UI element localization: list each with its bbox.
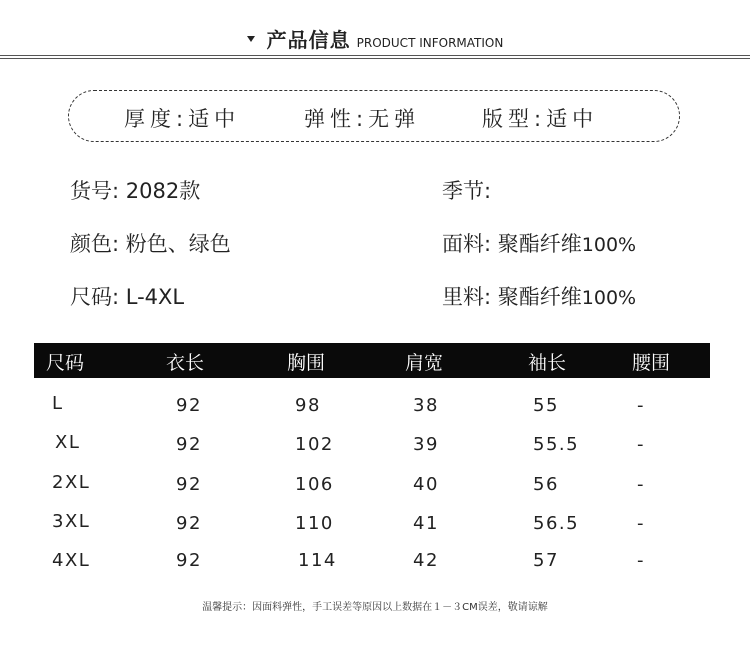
section-title: 产品信息 <box>266 28 351 52</box>
info-item-no <box>70 175 200 205</box>
table-cell: 92 <box>176 550 202 571</box>
table-cell: - <box>637 395 645 416</box>
attribute-value: 适中 <box>546 107 599 131</box>
info-value: 2082款 <box>125 179 201 203</box>
info-value: 粉色、绿色 <box>125 232 231 256</box>
table-cell: 38 <box>413 395 439 416</box>
table-cell: 102 <box>295 434 334 455</box>
table-cell: 41 <box>413 513 439 534</box>
table-cell: - <box>637 513 645 534</box>
header-rule-bottom <box>0 58 750 59</box>
attribute-value: 适中 <box>188 107 241 131</box>
table-header-cell: 衣长 <box>166 352 205 374</box>
attribute-thickness: 厚度:适中 <box>124 107 241 131</box>
attribute-label: 厚度 <box>124 107 176 131</box>
table-cell: 92 <box>176 513 202 534</box>
info-label: 面料: <box>442 232 492 256</box>
table-cell: - <box>637 434 645 455</box>
table-cell: 92 <box>176 474 202 495</box>
table-header-cell: 腰围 <box>632 352 671 374</box>
section-header <box>0 24 750 53</box>
table-cell: 42 <box>413 550 439 571</box>
info-value: L-4XL <box>125 285 185 309</box>
table-cell: L <box>52 393 64 414</box>
footer-note: 温馨提示：因面料弹性，手工误差等原因以上数据在１－３CM误差，敬请谅解 <box>202 602 548 613</box>
table-header-cell: 肩宽 <box>405 352 444 374</box>
table-header-cell: 胸围 <box>287 352 326 374</box>
info-label: 里料: <box>442 285 492 309</box>
table-cell: - <box>637 550 645 571</box>
attribute-value: 无弹 <box>368 107 421 131</box>
info-label: 货号: <box>70 179 120 203</box>
attribute-label: 弹性 <box>304 107 356 131</box>
table-header-cell: 尺码 <box>46 352 85 374</box>
info-label: 尺码: <box>70 285 120 309</box>
table-cell: 2XL <box>52 472 91 493</box>
table-cell: 92 <box>176 434 202 455</box>
table-cell: 56 <box>533 474 559 495</box>
table-cell: 4XL <box>52 550 91 571</box>
table-cell: 40 <box>413 474 439 495</box>
info-season <box>442 175 491 205</box>
info-fabric <box>442 228 636 258</box>
table-cell: 92 <box>176 395 202 416</box>
header-rule-top <box>0 55 750 56</box>
table-cell: 39 <box>413 434 439 455</box>
section-subtitle: PRODUCT INFORMATION <box>356 36 504 50</box>
table-cell: 114 <box>298 550 337 571</box>
triangle-down-icon <box>247 36 255 42</box>
info-value: 聚酯纤维 <box>497 232 582 256</box>
table-cell: - <box>637 474 645 495</box>
info-size <box>70 281 184 311</box>
table-cell: 110 <box>295 513 334 534</box>
table-cell: 55.5 <box>533 434 580 455</box>
table-cell: 98 <box>295 395 321 416</box>
info-percent: 100% <box>581 234 637 256</box>
info-label: 颜色: <box>70 232 120 256</box>
table-cell: 57 <box>533 550 559 571</box>
table-cell: 56.5 <box>533 513 580 534</box>
info-label: 季节: <box>442 179 492 203</box>
table-cell: 3XL <box>52 511 91 532</box>
info-lining <box>442 281 636 311</box>
size-table-header <box>34 343 710 378</box>
table-header-cell: 袖长 <box>528 352 567 374</box>
info-value: 聚酯纤维 <box>497 285 582 309</box>
table-cell: XL <box>55 432 81 453</box>
attribute-elasticity: 弹性:无弹 <box>304 107 421 131</box>
info-percent: 100% <box>581 287 637 309</box>
attribute-label: 版型 <box>482 107 534 131</box>
table-cell: 106 <box>295 474 334 495</box>
attribute-fit: 版型:适中 <box>482 107 599 131</box>
info-color <box>70 228 231 258</box>
table-cell: 55 <box>533 395 559 416</box>
